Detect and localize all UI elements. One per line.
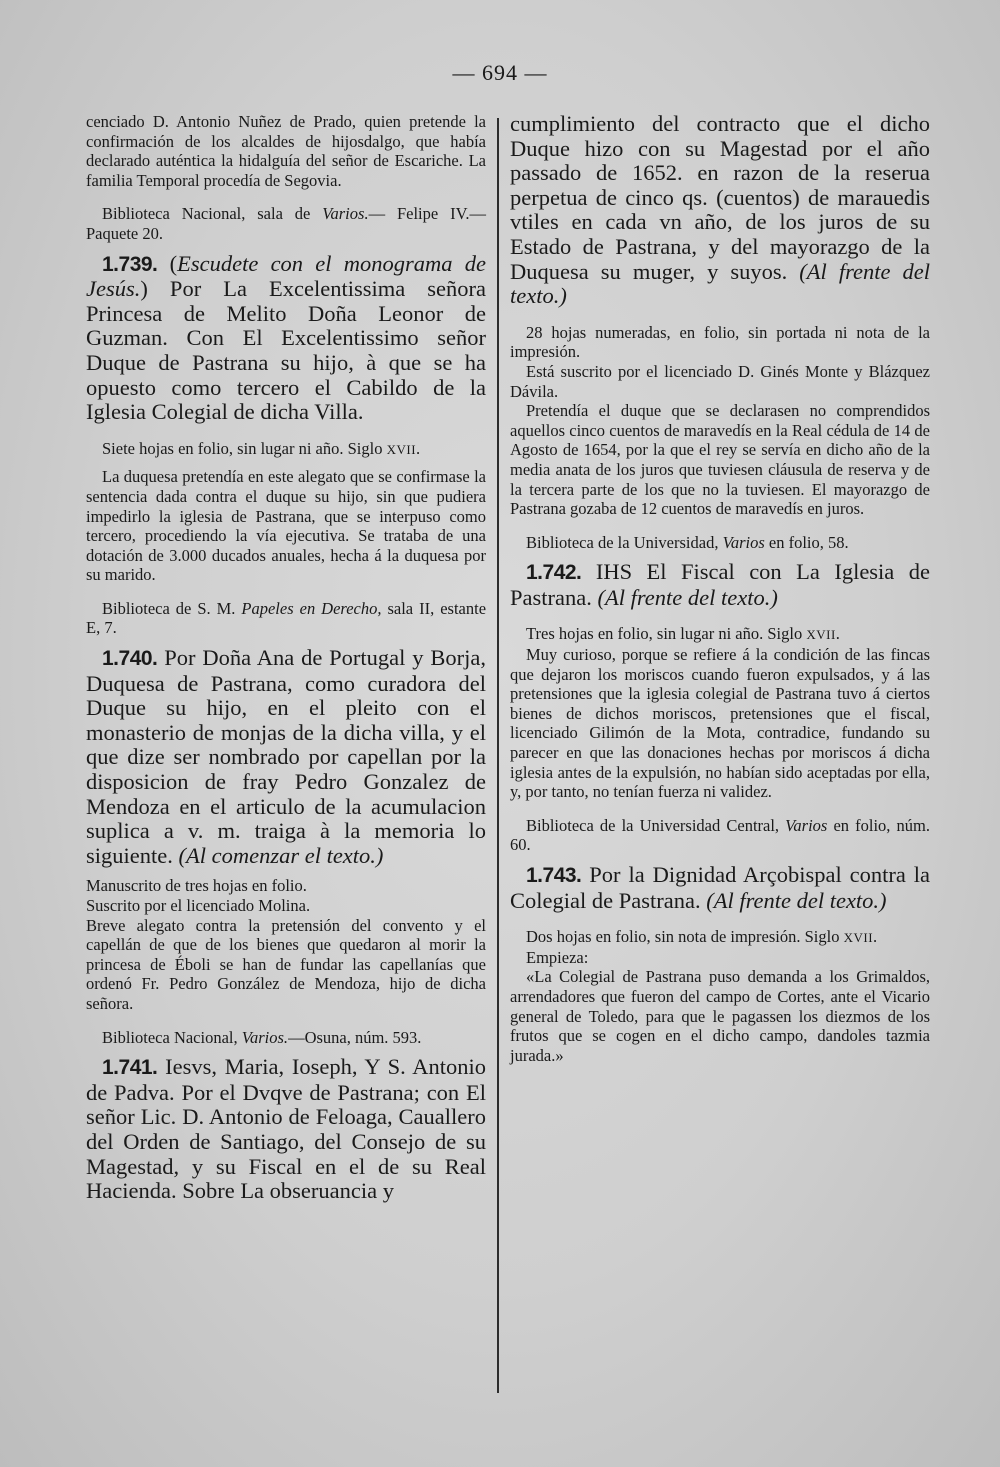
- entry-1742-description: Tres hojas en folio, sin lugar ni año. Siglo XVII.: [526, 624, 840, 644]
- library-reference: Biblioteca Nacional, sala de Varios.— Felipe IV.— Paquete 20.: [86, 204, 486, 243]
- right-column: [510, 112, 930, 1065]
- entry-1741-title: 1.741. Iesvs, Maria, Ioseph, Y S. Antonio de Padva. Por el Dvqve de Pastrana; con El señor Lic. D. Antonio de Feloaga, Cauallero del Orden de Santiago, del Consejo de su Magestad, y su Fiscal en el de su Real Hacienda. Sobre La obseruancia y: [86, 1054, 486, 1204]
- entry-1743-quote: «La Colegial de Pastrana puso demanda a los Grimaldos, arrendadores que fueron del campo de Cortes, ante el Vicario general de Toledo, para que le pagassen los diezmos de los frutos que se cogen en el dicho campo, dandoles tazmia jurada.»: [510, 967, 930, 1065]
- entry-1743-title: 1.743. Por la Dignidad Arçobispal contra la Colegial de Pastrana. (Al frente del texto.): [510, 862, 930, 913]
- entry-1742-note: Muy curioso, porque se refiere á la condición de las fincas que dejaron los moriscos cuando fueron expulsados, y á las pretensiones que la iglesia colegial de Pastrana tuvo á ciertos bienes de dichos moriscos, pretensiones que el fiscal, licenciado Gilimón de la Mota, contradice, fundando su parecer en que las donaciones hechas por moriscos á dicha iglesia antes de la expulsión, no habían sido aceptadas por ella, y, por tanto, no tenían fuerza ni validez.: [510, 645, 930, 802]
- entry-number: 1.741.: [102, 1056, 158, 1080]
- entry-1741-note: Pretendía el duque que se declarasen no comprendidos aquellos cinco cuentos de maravedís en la Real cédula de 14 de Agosto de 1654, por la que el rey se servía en dicho año de la media anata de los juros que tuviesen cláusula de reserva y de la tercera parte de los que no la tuviesen. El mayorazgo de Pastrana gozaba de 12 cuentos de maravedís en juros.: [510, 401, 930, 519]
- entry-number: 1.743.: [526, 864, 582, 887]
- entry-1741-description: 28 hojas numeradas, en folio, sin portada ni nota de la impresión.: [510, 322, 930, 362]
- entry-1740-description: Manuscrito de tres hojas en folio.: [86, 876, 307, 896]
- entry-1741-reference: Biblioteca de la Universidad, Varios en folio, 58.: [526, 532, 849, 552]
- entry-1740-reference: Biblioteca Nacional, Varios.—Osuna, núm. 593.: [102, 1027, 422, 1047]
- entry-1743-start-label: Empieza:: [526, 947, 589, 967]
- paragraph-continued: cenciado D. Antonio Nuñez de Prado, quien pretende la confirmación de los alcaldes de hijosdalgo, que había declarado auténtica la hidalguía del señor de Escariche. La familia Temporal procedía de Segovia.: [86, 112, 486, 190]
- page-number: — 694 —: [452, 60, 548, 85]
- entry-1739-note: La duquesa pretendía en este alegato que se confirmase la sentencia dada contra el duque su hijo, sin que pudiera impedirlo la iglesia de Pastrana, que se interpuso como tercero, procediendo la vía ejecutiva. Se trataba de una dotación de 3.000 ducados anuales, hecha á la duquesa por su marido.: [86, 467, 486, 585]
- entry-1740-title: 1.740. Por Doña Ana de Portugal y Borja, Duquesa de Pastrana, como curadora del Duque su hijo, en el pleito con el monasterio de monjas de la dicha villa, y el que dize ser nombrado por capellan por la disposicion de fray Pedro Gonzalez de Mendoza en el articulo de la acumulacion suplica a v. m. traiga à la memoria lo siguiente. (Al comenzar el texto.): [86, 645, 486, 868]
- entry-1740-signature: Suscrito por el licenciado Molina.: [86, 896, 311, 915]
- entry-number: 1.742.: [526, 561, 582, 585]
- entry-number: 1.740.: [102, 647, 158, 671]
- entry-1739-title: 1.739. (Escudete con el monograma de Jesús.) Por La Excelentissima señora Princesa de Melito Doña Leonor de Guzman. Con El Excelentissimo señor Duque de Pastrana su hijo, à que se ha opuesto como tercero el Cabildo de la Iglesia Colegial de dicha Villa.: [86, 250, 486, 425]
- column-divider: [497, 118, 499, 1393]
- entry-1739-description: Siete hojas en folio, sin lugar ni año. Siglo XVII.: [102, 438, 421, 458]
- left-column: [86, 112, 486, 1204]
- entry-1743-description: Dos hojas en folio, sin nota de impresión. Siglo XVII.: [526, 927, 878, 947]
- entry-1741-signature: Está suscrito por el licenciado D. Ginés Monte y Blázquez Dávila.: [510, 361, 930, 401]
- entry-number: 1.739.: [102, 252, 158, 276]
- entry-1742-reference: Biblioteca de la Universidad Central, Varios en folio, núm. 60.: [510, 815, 930, 855]
- entry-1740-note: Breve alegato contra la pretensión del convento y el capellán de que de los bienes que quedaron al morir la princesa de Éboli se han de fundar las capellanías que ordenó Fr. Pedro González de Mendoza, hijo de dicha señora.: [86, 915, 486, 1013]
- entry-1741-continued: cumplimiento del contracto que el dicho Duque hizo con su Magestad por el año passado de 1652. en razon de la reserua perpetua de cinco qs. (cuentos) de marauedis vtiles en cada vn año, de los juros de su Estado de Pastrana, y del mayorazgo de la Duquesa su muger, y suyos. (Al frente del texto.): [510, 111, 931, 309]
- entry-1739-reference: Biblioteca de S. M. Papeles en Derecho, sala II, estante E, 7.: [86, 598, 487, 638]
- entry-1742-title: 1.742. IHS El Fiscal con La Iglesia de Pastrana. (Al frente del texto.): [510, 559, 930, 610]
